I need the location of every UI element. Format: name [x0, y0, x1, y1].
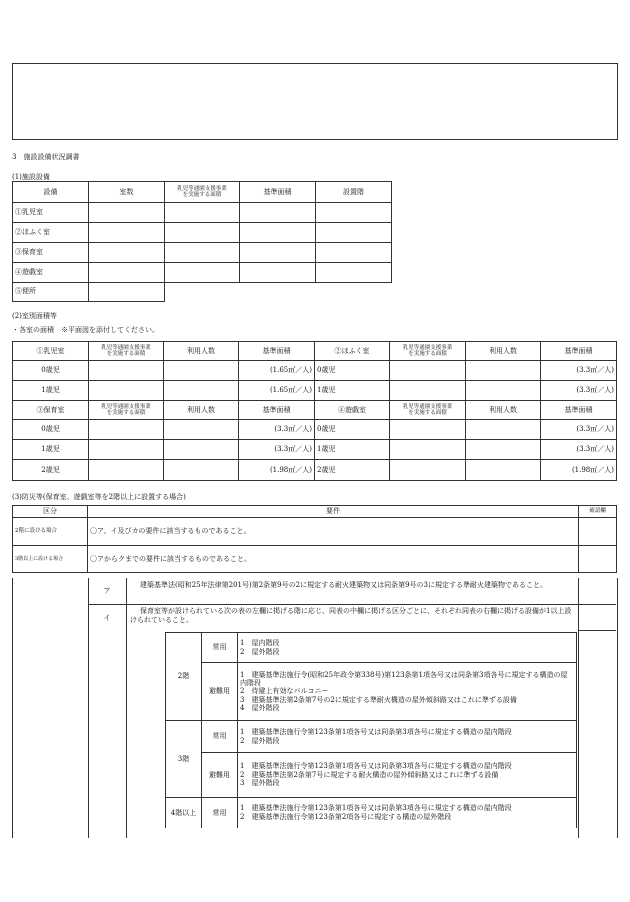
program-area-cell[interactable] [165, 263, 240, 283]
use-normal: 常用 [202, 633, 238, 663]
standard-area-value: (1.98㎡／人) [541, 460, 617, 481]
room-count-cell[interactable] [89, 281, 165, 301]
top-remarks-box [12, 63, 618, 140]
header-program-area: 乳児等通園支援事業 を実施する面積 [165, 182, 240, 203]
requirement-2f: 〇ア、イ及びカの要件に該当するものであること。 [88, 518, 579, 546]
standard-area-value: (3.3㎡／人) [239, 440, 315, 460]
room-area-table [12, 341, 617, 481]
floor-4f: 4階以上 [166, 798, 202, 828]
standard-area-value: (3.3㎡／人) [541, 381, 617, 401]
header-standard-area: 基準面積 [541, 342, 617, 361]
f3-normal-list: 1 建築基準法施行令第123条第1項各号又は同条第3項各号に規定する構造の屋内階段 2 屋外階段 [238, 721, 577, 753]
room-label: ⑤便所 [13, 281, 89, 301]
area-cell[interactable] [390, 420, 466, 440]
sub3-title: (3)防災等(保育室、遊戯室等を2階以上に設置する場合) [12, 493, 186, 501]
header-check: 確認欄 [579, 506, 617, 518]
room-header-nursery: ③保育室 [13, 401, 89, 420]
check-cell[interactable] [579, 518, 617, 546]
floor-cell[interactable] [316, 243, 392, 263]
sub2-note: ・各室の面積 ※平面図を添付してください。 [12, 326, 159, 334]
header-equipment: 設備 [13, 182, 89, 203]
floor-cell[interactable] [316, 203, 392, 223]
area-cell[interactable] [89, 420, 164, 440]
area-cell[interactable] [390, 460, 466, 481]
header-standard-area: 基準面積 [240, 182, 316, 203]
standard-area-value: (1.65㎡／人) [239, 381, 315, 401]
age-label: 2歳児 [13, 460, 89, 481]
room-count-cell[interactable] [89, 263, 165, 283]
room-label: ③保育室 [13, 243, 89, 263]
category-2f: 2階に設ける場合 [13, 518, 88, 546]
header-requirement: 要件 [88, 506, 579, 518]
room-count-cell[interactable] [89, 203, 165, 223]
standard-area-value: (1.65㎡／人) [239, 361, 315, 381]
age-label: 0歳児 [13, 361, 89, 381]
age-label: 0歳児 [315, 420, 390, 440]
age-label: 2歳児 [315, 460, 390, 481]
use-normal: 常用 [202, 798, 238, 828]
users-cell[interactable] [164, 361, 239, 381]
room-label: ④遊戯室 [13, 263, 89, 283]
standard-area-value: (3.3㎡／人) [541, 420, 617, 440]
use-evacuation: 避難用 [202, 753, 238, 798]
users-cell[interactable] [466, 440, 541, 460]
standard-area-value: (3.3㎡／人) [541, 361, 617, 381]
floor-equipment-table [165, 632, 577, 828]
header-floor: 設置階 [316, 182, 392, 203]
room-count-cell[interactable] [89, 223, 165, 243]
floor-3f: 3階 [166, 721, 202, 798]
room-label: ②ほふく室 [13, 223, 89, 243]
age-label: 1歳児 [13, 381, 89, 401]
users-cell[interactable] [466, 420, 541, 440]
header-category: 区分 [13, 506, 88, 518]
use-evacuation: 避難用 [202, 663, 238, 721]
standard-area-cell[interactable] [240, 263, 316, 283]
toilet-table [12, 281, 165, 302]
header-room-count: 室数 [89, 182, 165, 203]
facility-table [12, 181, 392, 283]
users-cell[interactable] [466, 381, 541, 401]
age-label: 1歳児 [315, 381, 390, 401]
users-cell[interactable] [164, 460, 239, 481]
area-cell[interactable] [390, 361, 466, 381]
standard-area-value: (3.3㎡／人) [239, 420, 315, 440]
header-program-area: 乳児等通園支援事業 を実施する面積 [89, 342, 164, 361]
header-standard-area: 基準面積 [541, 401, 617, 420]
header-standard-area: 基準面積 [239, 401, 315, 420]
room-header-playroom: ④遊戯室 [315, 401, 390, 420]
users-cell[interactable] [164, 440, 239, 460]
use-normal: 常用 [202, 721, 238, 753]
floor-2f: 2階 [166, 633, 202, 721]
standard-area-value: (1.98㎡／人) [239, 460, 315, 481]
sub1-title: (1)施設設備 [12, 173, 50, 181]
category-3f: 3階以上に設ける場合 [13, 546, 88, 573]
area-cell[interactable] [390, 381, 466, 401]
standard-area-cell[interactable] [240, 223, 316, 243]
room-header-infant: ①乳児室 [13, 342, 89, 361]
age-label: 0歳児 [315, 361, 390, 381]
program-area-cell[interactable] [165, 203, 240, 223]
item-i-text: 保育室等が設けられている次の表の左欄に掲げる階に応じ、同表の中欄に掲げる区分ごとに、それぞれ同表の右欄に掲げる設備が1以上設けられていること。 [130, 607, 572, 625]
users-cell[interactable] [164, 381, 239, 401]
f4-normal-list: 1 建築基準法施行令第123条第1項各号又は同条第3項各号に規定する構造の屋内階段 2 建築基準法施行令第123条第2項各号に規定する構造の屋外階段 [238, 798, 577, 828]
requirement-3f: 〇アからクまでの要件に該当するものであること。 [88, 546, 579, 573]
program-area-cell[interactable] [165, 223, 240, 243]
item-a-mark: ア [103, 587, 111, 595]
header-users: 利用人数 [164, 342, 239, 361]
room-header-crawling: ②ほふく室 [315, 342, 390, 361]
room-label: ①乳児室 [13, 203, 89, 223]
area-cell[interactable] [390, 440, 466, 460]
area-cell[interactable] [89, 361, 164, 381]
header-program-area: 乳児等通園支援事業 を実施する面積 [390, 342, 466, 361]
area-cell[interactable] [89, 440, 164, 460]
header-users: 利用人数 [164, 401, 239, 420]
floor-cell[interactable] [316, 223, 392, 243]
users-cell[interactable] [466, 361, 541, 381]
header-users: 利用人数 [466, 342, 541, 361]
sub2-title: (2)室別面積等 [12, 312, 57, 320]
floor-cell[interactable] [316, 263, 392, 283]
area-cell[interactable] [89, 381, 164, 401]
header-users: 利用人数 [466, 401, 541, 420]
age-label: 1歳児 [13, 440, 89, 460]
section3-title: 3 施設設備状況調書 [12, 153, 80, 161]
header-program-area: 乳児等通園支援事業 を実施する面積 [390, 401, 466, 420]
users-cell[interactable] [164, 420, 239, 440]
f3-evac-list: 1 建築基準法施行令第123条第1項各号又は同条第3項各号に規定する構造の屋内階段 2 建築基準法第2条第7号に規定する耐火構造の屋外傾斜路又はこれに準ずる設備 3 屋外階段 [238, 753, 577, 798]
f2-evac-list: 1 建築基準法施行令(昭和25年政令第338号)第123条第1項各号又は同条第3項各号に規定する構造の屋内階段 2 待避上有効なバルコニー 3 建築基準法第2条第7号の2に規定する準耐火構造の屋外傾斜路又はこれに準ずる設備 4 屋外階段 [238, 663, 577, 721]
disaster-table-header [12, 505, 617, 573]
users-cell[interactable] [466, 460, 541, 481]
standard-area-value: (3.3㎡／人) [541, 440, 617, 460]
standard-area-cell[interactable] [240, 203, 316, 223]
age-label: 0歳児 [13, 420, 89, 440]
area-cell[interactable] [89, 460, 164, 481]
f2-normal-list: 1 屋内階段 2 屋外階段 [238, 633, 577, 663]
check-cell[interactable] [579, 546, 617, 573]
standard-area-cell[interactable] [240, 243, 316, 263]
item-a-text: 建築基準法(昭和25年法律第201号)第2条第9号の2に規定する耐火建築物又は同条第9号の3に規定する準耐火建築物であること。 [140, 581, 547, 589]
program-area-cell[interactable] [165, 243, 240, 263]
header-program-area: 乳児等通園支援事業 を実施する面積 [89, 401, 164, 420]
age-label: 1歳児 [315, 440, 390, 460]
item-i-mark: イ [103, 614, 111, 622]
room-count-cell[interactable] [89, 243, 165, 263]
header-standard-area: 基準面積 [239, 342, 315, 361]
